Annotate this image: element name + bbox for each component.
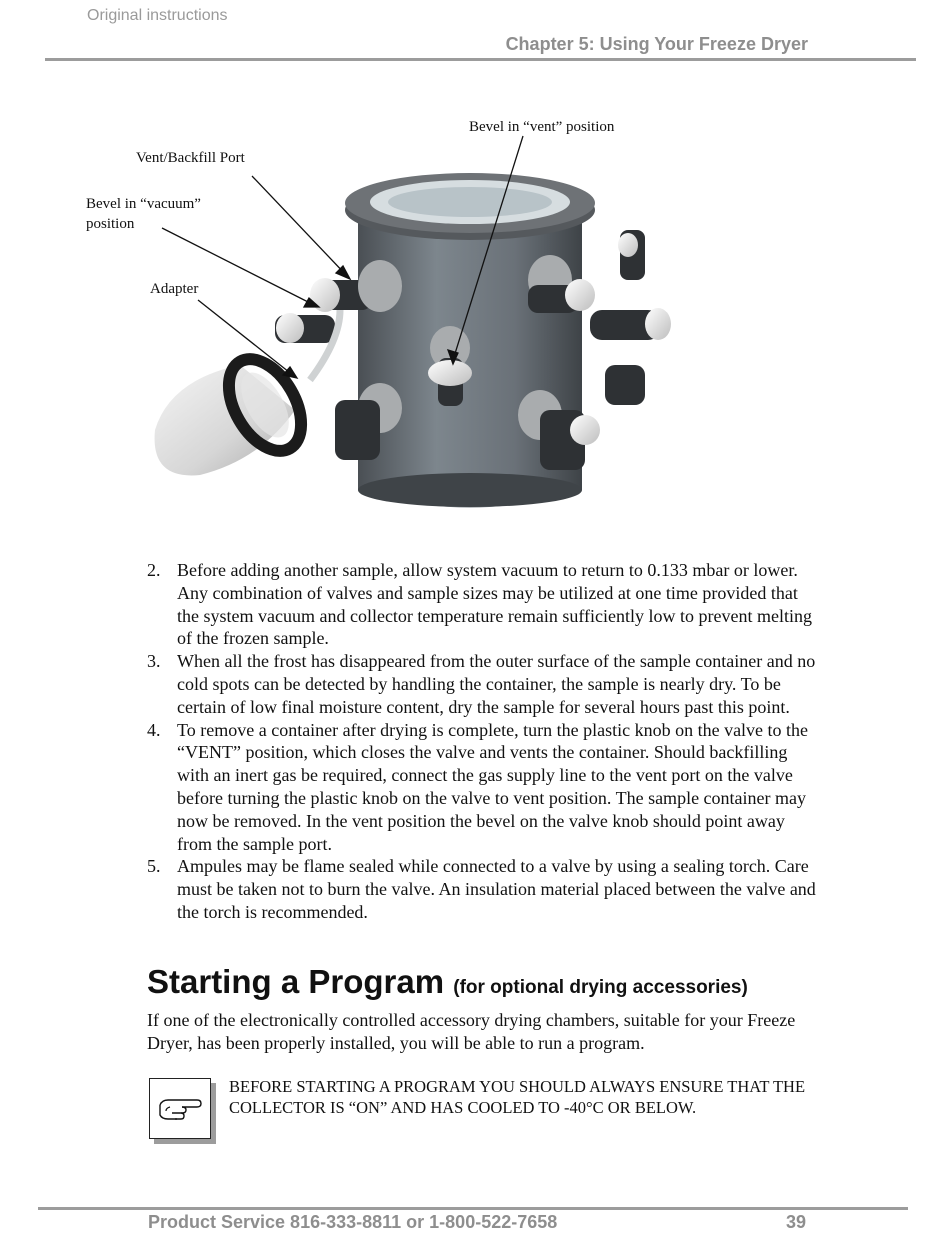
step-number: 3. xyxy=(147,651,161,672)
callout-vent-port: Vent/Backfill Port xyxy=(136,150,245,166)
section-subtitle: (for optional drying accessories) xyxy=(453,977,748,998)
callout-adapter: Adapter xyxy=(150,281,199,297)
list-item xyxy=(147,719,817,856)
pointing-hand-icon xyxy=(157,1096,203,1122)
step-text: To remove a container after drying is complete, turn the plastic knob on the valve to the “VENT” position, which closes the valve and vents the container. Should backfilling with an inert gas be required, connect the gas supply line to the vent port on the valve before turning the plastic knob on the valve to vent position. The sample container may now be removed. In the vent position the bevel on the valve knob should point away from the sample port. xyxy=(177,719,809,854)
original-instructions-label: Original instructions xyxy=(87,7,228,24)
list-item xyxy=(147,559,817,650)
section-title: Starting a Program xyxy=(147,963,445,1000)
page-number: 39 xyxy=(786,1212,807,1232)
procedure-steps xyxy=(147,559,817,924)
chapter-title: Chapter 5: Using Your Freeze Dryer xyxy=(505,34,808,54)
step-number: 2. xyxy=(147,560,161,580)
callout-bevel-vent: Bevel in “vent” position xyxy=(469,119,615,135)
section-heading xyxy=(147,963,748,1001)
step-text: Ampules may be flame sealed while connected to a valve by using a sealing torch. Care must be taken not to burn the valve. An insulation material placed between the valve and the torch is recommended. xyxy=(177,856,816,922)
note-icon-box xyxy=(149,1078,211,1139)
freeze-dryer-chamber-figure xyxy=(80,110,680,530)
header-divider xyxy=(45,58,916,61)
footer-divider xyxy=(38,1207,908,1210)
step-text: Before adding another sample, allow system vacuum to return to 0.133 mbar or lower. Any combination of valves and sample sizes may be utilized at one time provided that the system vacuum and collector temperature remain sufficiently low to prevent melting of the frozen sample. xyxy=(177,560,812,649)
step-number: 4. xyxy=(147,719,161,740)
glass-flask xyxy=(155,347,316,476)
section-intro: If one of the electronically controlled accessory drying chambers, suitable for your Freeze Dryer, has been properly installed, you will be able to run a program. xyxy=(147,1010,796,1053)
chamber-illustration xyxy=(80,110,680,530)
callout-bevel-vacuum-line2: position xyxy=(86,216,135,232)
callout-bevel-vacuum-line1: Bevel in “vacuum” xyxy=(86,196,201,212)
step-number: 5. xyxy=(147,856,161,877)
footer-product-service: Product Service 816-333-8811 or 1-800-522-7658 xyxy=(148,1212,558,1232)
list-item xyxy=(147,650,817,718)
step-text: When all the frost has disappeared from the outer surface of the sample container and no cold spots can be detected by handling the container, the sample is nearly dry. To be certain of low final moisture content, dry the sample for several hours past this point. xyxy=(177,651,816,717)
note-text: BEFORE STARTING A PROGRAM YOU SHOULD ALWAYS ENSURE THAT THE COLLECTOR IS “ON” AND HAS COOLED TO -40°C OR BELOW. xyxy=(229,1077,806,1117)
list-item xyxy=(147,855,817,923)
